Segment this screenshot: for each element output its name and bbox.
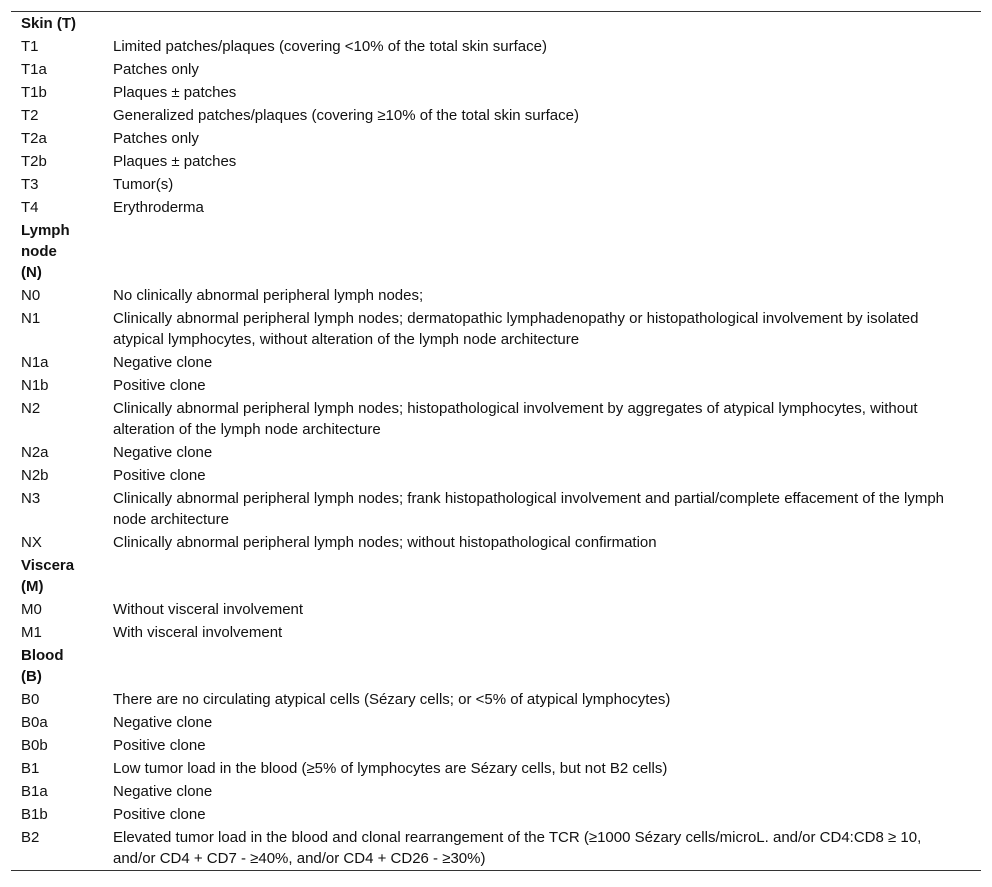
table-row <box>11 487 981 531</box>
stage-code: T3 <box>21 176 39 193</box>
table-row <box>11 35 981 58</box>
stage-description: Plaques ± patches <box>113 153 237 170</box>
stage-code: N1 <box>21 310 41 327</box>
stage-code: T4 <box>21 199 39 216</box>
stage-code: B1b <box>21 806 48 823</box>
table-row <box>11 711 981 734</box>
section-heading-cell <box>11 644 113 688</box>
stage-description: Patches only <box>113 61 199 78</box>
stage-description: Plaques ± patches <box>113 84 237 101</box>
stage-code: M1 <box>21 624 42 641</box>
section-heading-cell <box>11 554 113 598</box>
stage-code: N0 <box>21 287 41 304</box>
stage-code: M0 <box>21 601 42 618</box>
section-header-row <box>11 554 981 598</box>
section-heading: Viscera (M) <box>21 557 75 595</box>
stage-description: Negative clone <box>113 783 213 800</box>
table-row <box>11 351 981 374</box>
stage-description: Low tumor load in the blood (≥5% of lymphocytes are Sézary cells, but not B2 cells) <box>113 760 668 777</box>
stage-description: Limited patches/plaques (covering <10% of the total skin surface) <box>113 38 547 55</box>
stage-code: B0a <box>21 714 48 731</box>
stage-description: Positive clone <box>113 377 206 394</box>
table-row <box>11 598 981 621</box>
table-row <box>11 173 981 196</box>
stage-code: T2a <box>21 130 47 147</box>
table-row <box>11 127 981 150</box>
table-row <box>11 284 981 307</box>
table-row <box>11 688 981 711</box>
table-row <box>11 81 981 104</box>
stage-description: Negative clone <box>113 354 213 371</box>
table-row <box>11 374 981 397</box>
section-heading-empty-cell <box>113 12 981 35</box>
stage-code: T1 <box>21 38 39 55</box>
stage-description: Clinically abnormal peripheral lymph nodes; dermatopathic lymphadenopathy or histopathological involvement by isolated atypical lymphocytes, without alteration of the lymph node architecture <box>113 310 919 348</box>
stage-description: Clinically abnormal peripheral lymph nodes; histopathological involvement by aggregates of atypical lymphocytes, without alteration of the lymph node architecture <box>113 400 918 438</box>
table-row <box>11 531 981 554</box>
table-row <box>11 803 981 826</box>
table-row <box>11 464 981 487</box>
table-row <box>11 757 981 780</box>
stage-description: Generalized patches/plaques (covering ≥10% of the total skin surface) <box>113 107 579 124</box>
stage-code: N1a <box>21 354 49 371</box>
table-row <box>11 826 981 870</box>
stage-code: T1b <box>21 84 47 101</box>
stage-code: NX <box>21 534 42 551</box>
table-row <box>11 441 981 464</box>
stage-code: B1 <box>21 760 40 777</box>
stage-description: Erythroderma <box>113 199 204 216</box>
stage-code: B0 <box>21 691 40 708</box>
stage-description: Negative clone <box>113 444 213 461</box>
section-heading-empty-cell <box>113 219 981 284</box>
table-row <box>11 307 981 351</box>
staging-table-container <box>11 11 981 871</box>
table-row <box>11 621 981 644</box>
stage-description: Positive clone <box>113 467 206 484</box>
stage-code: N2 <box>21 400 41 417</box>
stage-description: Elevated tumor load in the blood and clonal rearrangement of the TCR (≥1000 Sézary cells/microL. and/or CD4:CD8 ≥ 10, and/or CD4 + CD7 - ≥40%, and/or CD4 + CD26 - ≥30%) <box>113 829 922 867</box>
stage-description: Negative clone <box>113 714 213 731</box>
stage-code: B1a <box>21 783 48 800</box>
stage-description: Positive clone <box>113 806 206 823</box>
stage-code: B0b <box>21 737 48 754</box>
stage-description: Patches only <box>113 130 199 147</box>
stage-description: Without visceral involvement <box>113 601 304 618</box>
section-header-row <box>11 12 981 35</box>
stage-description: With visceral involvement <box>113 624 283 641</box>
section-heading: Blood (B) <box>21 647 64 685</box>
stage-code: T1a <box>21 61 47 78</box>
section-heading-empty-cell <box>113 554 981 598</box>
stage-code: N2a <box>21 444 49 461</box>
stage-description: Clinically abnormal peripheral lymph nodes; without histopathological confirmation <box>113 534 657 551</box>
staging-table <box>11 12 981 870</box>
section-header-row <box>11 644 981 688</box>
stage-code: T2b <box>21 153 47 170</box>
table-row <box>11 397 981 441</box>
section-heading: Skin (T) <box>21 15 76 32</box>
stage-code: T2 <box>21 107 39 124</box>
table-row <box>11 58 981 81</box>
section-heading-cell <box>11 12 113 35</box>
section-header-row <box>11 219 981 284</box>
table-row <box>11 780 981 803</box>
stage-description: Clinically abnormal peripheral lymph nodes; frank histopathological involvement and partial/complete effacement of the lymph node architecture <box>113 490 945 528</box>
stage-description: There are no circulating atypical cells (Sézary cells; or <5% of atypical lymphocytes) <box>113 691 671 708</box>
table-row <box>11 196 981 219</box>
stage-description: Positive clone <box>113 737 206 754</box>
table-row <box>11 734 981 757</box>
stage-code: N3 <box>21 490 41 507</box>
stage-code: B2 <box>21 829 40 846</box>
stage-description: No clinically abnormal peripheral lymph nodes; <box>113 287 424 304</box>
section-heading-empty-cell <box>113 644 981 688</box>
table-row <box>11 104 981 127</box>
stage-description: Tumor(s) <box>113 176 174 193</box>
section-heading-cell <box>11 219 113 284</box>
stage-code: N2b <box>21 467 49 484</box>
section-heading: Lymph node (N) <box>21 222 70 281</box>
table-row <box>11 150 981 173</box>
staging-table-body <box>11 12 981 870</box>
stage-code: N1b <box>21 377 49 394</box>
